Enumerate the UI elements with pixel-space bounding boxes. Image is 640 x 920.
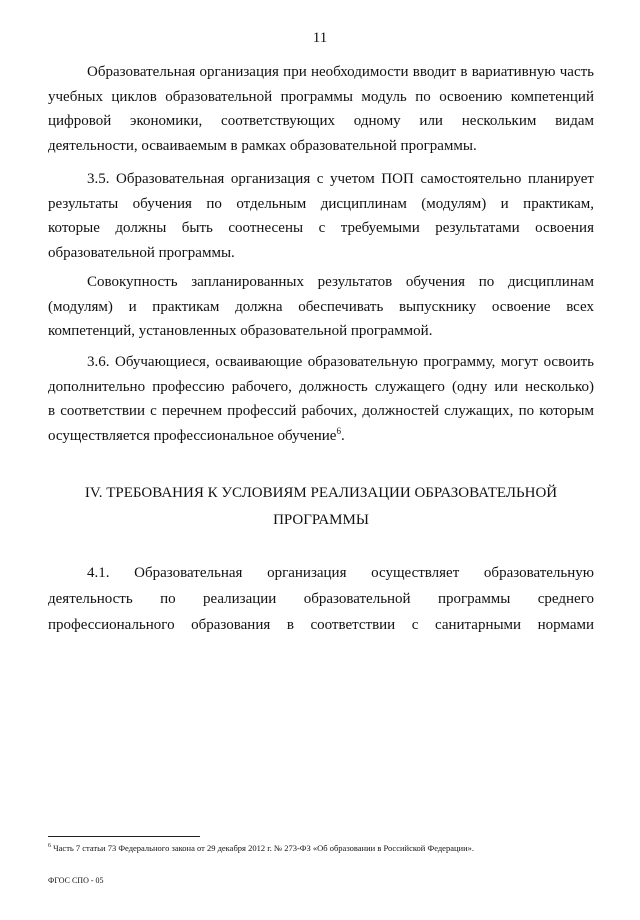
text-line: которые должны быть соотнесены с требуемыми результатами освоения bbox=[48, 220, 594, 236]
text-line: Образовательная организация при необходимости вводит в вариативную часть bbox=[87, 64, 594, 80]
text-line: (модулям) и практикам должна обеспечивать выпускнику освоение всех bbox=[48, 298, 594, 315]
text-line: деятельность по реализации образовательной программы среднего bbox=[48, 591, 594, 607]
text-line: образовательной программы. bbox=[48, 244, 235, 261]
paragraph-3-6 bbox=[48, 350, 594, 448]
text-line: результаты обучения по отдельным дисциплинам (модулям) и практикам, bbox=[48, 195, 594, 212]
paragraph-learning-results bbox=[48, 270, 594, 344]
footnote-reference[interactable]: 6 bbox=[336, 425, 341, 436]
text-line-content: осуществляется профессиональное обучение bbox=[48, 427, 337, 444]
footnote-separator bbox=[48, 836, 200, 837]
section-heading bbox=[48, 480, 594, 534]
text-line: учебных циклов образовательной программы модуль по освоению компетенций bbox=[48, 88, 594, 105]
heading-line: IV. ТРЕБОВАНИЯ К УСЛОВИЯМ РЕАЛИЗАЦИИ ОБРАЗОВАТЕЛЬНОЙ bbox=[84, 485, 558, 501]
paragraph-digital-economy bbox=[48, 60, 594, 158]
sentence-end: . bbox=[340, 427, 345, 444]
text-line: дополнительно профессию рабочего, должность служащего (одну или несколько) bbox=[48, 378, 594, 395]
paragraph-3-5 bbox=[48, 167, 594, 265]
heading-line: ПРОГРАММЫ bbox=[273, 512, 369, 528]
text-line bbox=[48, 424, 594, 449]
paragraph-4-1 bbox=[48, 560, 594, 638]
text-line: Совокупность запланированных результатов обучения по дисциплинам bbox=[87, 274, 594, 290]
footnote-text: Часть 7 статьи 73 Федерального закона от 29 декабря 2012 г. № 273-ФЗ «Об образовании в Российской Федерации». bbox=[51, 843, 474, 853]
footnote-marker: 6 bbox=[48, 843, 51, 850]
text-line: цифровой экономики, соответствующих одному или нескольким видам bbox=[48, 113, 594, 129]
text-line: профессионального образования в соответствии с санитарными нормами bbox=[48, 617, 594, 633]
footnote bbox=[48, 842, 474, 854]
document-code: ФГОС СПО - 05 bbox=[48, 876, 104, 885]
text-line: 4.1. Образовательная организация осуществляет образовательную bbox=[87, 565, 594, 581]
text-line: 3.6. Обучающиеся, осваивающие образовательную программу, могут освоить bbox=[87, 354, 594, 370]
text-line: 3.5. Образовательная организация с учетом ПОП самостоятельно планирует bbox=[87, 171, 594, 187]
text-line: деятельности, осваиваемым в рамках образовательной программы. bbox=[48, 137, 477, 154]
page-number: 11 bbox=[312, 30, 328, 46]
text-line: в соответствии с перечнем профессий рабочих, должностей служащих, по которым bbox=[48, 403, 594, 419]
text-line: компетенций, установленных образовательной программой. bbox=[48, 323, 433, 339]
